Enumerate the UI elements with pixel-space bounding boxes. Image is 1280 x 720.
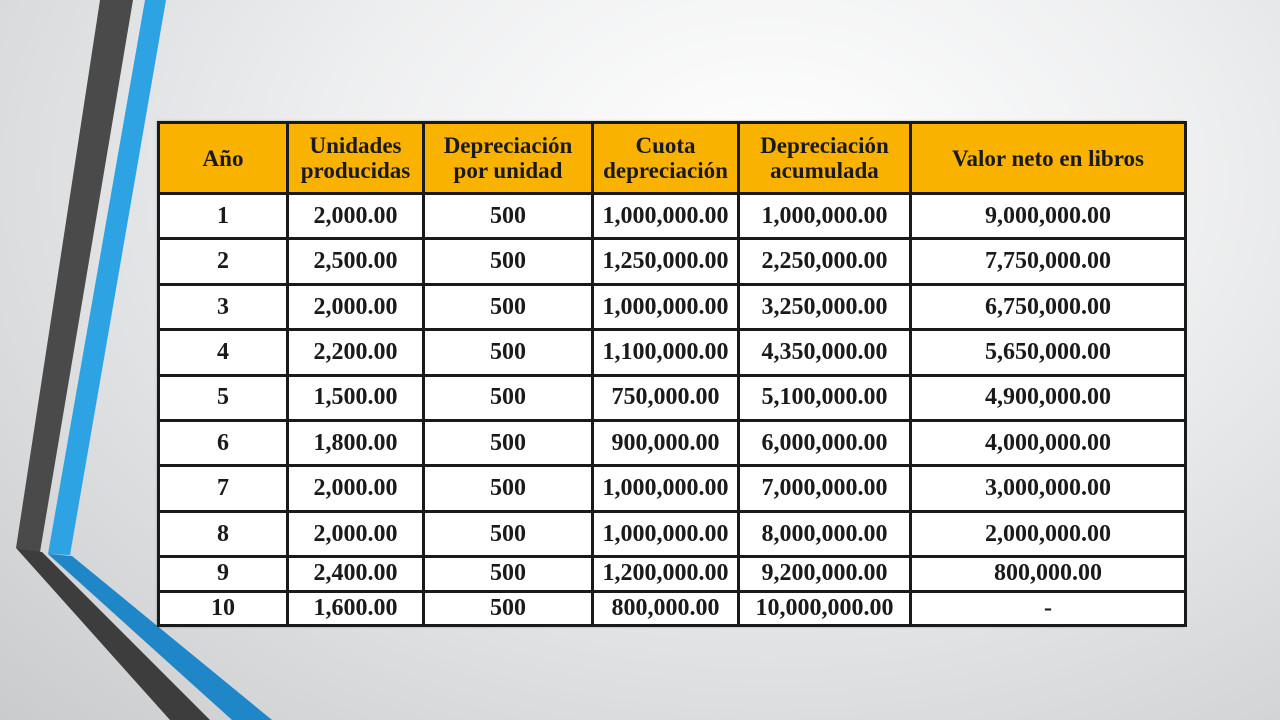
- cell-dep-quota: 800,000.00: [593, 591, 739, 625]
- cell-net-book-value: 4,000,000.00: [911, 421, 1186, 466]
- table-header-row: [159, 123, 1186, 194]
- cell-dep-accumulated: 5,100,000.00: [739, 375, 911, 420]
- cell-dep-quota: 1,000,000.00: [593, 194, 739, 239]
- cell-year: 2: [159, 239, 288, 284]
- cell-net-book-value: -: [911, 591, 1186, 625]
- cell-dep-per-unit: 500: [424, 421, 593, 466]
- table-row: [159, 591, 1186, 625]
- cell-dep-per-unit: 500: [424, 330, 593, 375]
- cell-net-book-value: 7,750,000.00: [911, 239, 1186, 284]
- table-row: [159, 557, 1186, 591]
- cell-year: 7: [159, 466, 288, 511]
- cell-units: 1,800.00: [288, 421, 424, 466]
- cell-dep-accumulated: 3,250,000.00: [739, 284, 911, 329]
- cell-net-book-value: 9,000,000.00: [911, 194, 1186, 239]
- cell-dep-accumulated: 1,000,000.00: [739, 194, 911, 239]
- table-row: [159, 330, 1186, 375]
- header-cell-net-book-value: Valor neto en libros: [911, 123, 1186, 194]
- cell-net-book-value: 4,900,000.00: [911, 375, 1186, 420]
- cell-dep-per-unit: 500: [424, 591, 593, 625]
- cell-dep-quota: 1,200,000.00: [593, 557, 739, 591]
- cell-dep-quota: 1,000,000.00: [593, 511, 739, 556]
- cell-dep-per-unit: 500: [424, 375, 593, 420]
- cell-year: 4: [159, 330, 288, 375]
- cell-units: 1,500.00: [288, 375, 424, 420]
- table-row: [159, 421, 1186, 466]
- header-cell-dep-accumulated: Depreciación acumulada: [739, 123, 911, 194]
- cell-units: 2,400.00: [288, 557, 424, 591]
- cell-dep-accumulated: 2,250,000.00: [739, 239, 911, 284]
- cell-year: 1: [159, 194, 288, 239]
- cell-dep-per-unit: 500: [424, 284, 593, 329]
- cell-dep-per-unit: 500: [424, 511, 593, 556]
- cell-dep-quota: 1,000,000.00: [593, 284, 739, 329]
- table-row: [159, 466, 1186, 511]
- cell-units: 2,000.00: [288, 284, 424, 329]
- depreciation-table: [157, 121, 1187, 627]
- cell-dep-accumulated: 9,200,000.00: [739, 557, 911, 591]
- cell-dep-quota: 1,100,000.00: [593, 330, 739, 375]
- cell-year: 5: [159, 375, 288, 420]
- cell-dep-accumulated: 10,000,000.00: [739, 591, 911, 625]
- cell-dep-quota: 900,000.00: [593, 421, 739, 466]
- table-row: [159, 194, 1186, 239]
- cell-year: 6: [159, 421, 288, 466]
- cell-units: 2,000.00: [288, 194, 424, 239]
- cell-dep-accumulated: 6,000,000.00: [739, 421, 911, 466]
- cell-year: 9: [159, 557, 288, 591]
- cell-dep-accumulated: 8,000,000.00: [739, 511, 911, 556]
- cell-year: 8: [159, 511, 288, 556]
- cell-dep-accumulated: 7,000,000.00: [739, 466, 911, 511]
- cell-dep-per-unit: 500: [424, 239, 593, 284]
- table-row: [159, 511, 1186, 556]
- header-cell-year: Año: [159, 123, 288, 194]
- cell-year: 3: [159, 284, 288, 329]
- table-row: [159, 375, 1186, 420]
- cell-units: 2,200.00: [288, 330, 424, 375]
- cell-net-book-value: 3,000,000.00: [911, 466, 1186, 511]
- cell-net-book-value: 5,650,000.00: [911, 330, 1186, 375]
- cell-units: 1,600.00: [288, 591, 424, 625]
- cell-dep-quota: 1,250,000.00: [593, 239, 739, 284]
- cell-dep-accumulated: 4,350,000.00: [739, 330, 911, 375]
- header-cell-dep-quota: Cuota depreciación: [593, 123, 739, 194]
- table-row: [159, 239, 1186, 284]
- cell-dep-quota: 1,000,000.00: [593, 466, 739, 511]
- header-cell-dep-per-unit: Depreciación por unidad: [424, 123, 593, 194]
- cell-net-book-value: 800,000.00: [911, 557, 1186, 591]
- cell-dep-per-unit: 500: [424, 557, 593, 591]
- cell-dep-per-unit: 500: [424, 194, 593, 239]
- cell-dep-quota: 750,000.00: [593, 375, 739, 420]
- cell-units: 2,500.00: [288, 239, 424, 284]
- table-row: [159, 284, 1186, 329]
- cell-units: 2,000.00: [288, 511, 424, 556]
- cell-net-book-value: 6,750,000.00: [911, 284, 1186, 329]
- cell-dep-per-unit: 500: [424, 466, 593, 511]
- cell-year: 10: [159, 591, 288, 625]
- depreciation-table-container: [157, 121, 1184, 627]
- cell-net-book-value: 2,000,000.00: [911, 511, 1186, 556]
- header-cell-units: Unidades producidas: [288, 123, 424, 194]
- cell-units: 2,000.00: [288, 466, 424, 511]
